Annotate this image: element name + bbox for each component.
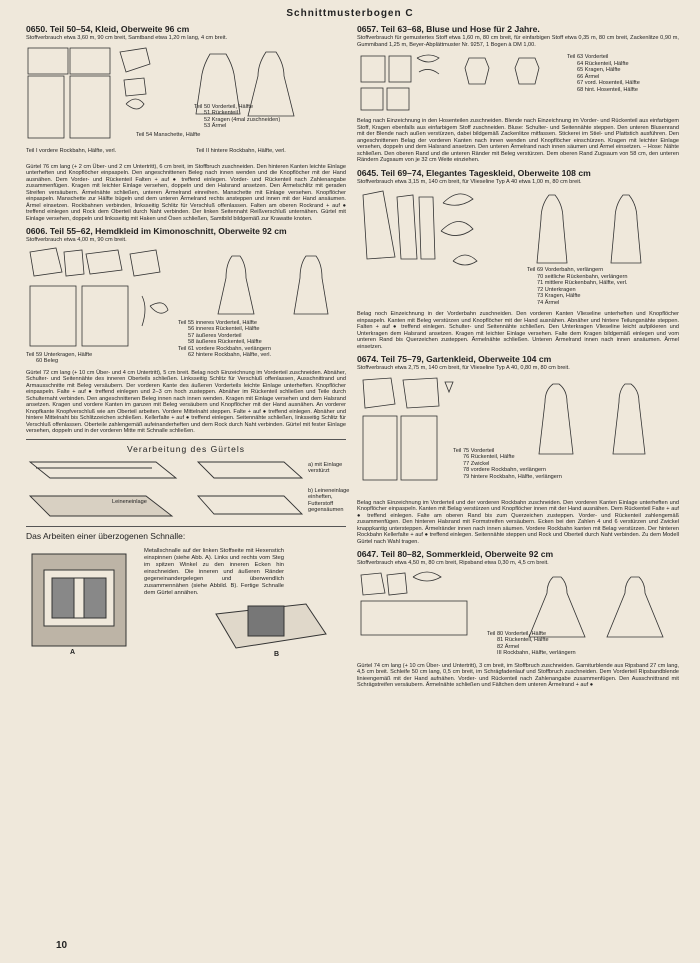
- legend-item: 56 inneres Rückenteil, Hälfte: [188, 326, 260, 333]
- belt-label-b-text: b) Leineneinlage einheften, Futterstoff gegensäumen: [308, 487, 350, 514]
- schnalle-text: Metallschnalle auf der linken Stoffseite mit Hexenstich einspinnen (siehe Abb. A). Links und rechts vom Steg im spitzen Winkel zu den inneren Ecken hin einschneiden. Die inneren und äußeren Ränder gegeneinandergelegen und überwendlich zusammennähen (siehe Abbild. B). Fertige Schnalle dem Gürtel annähen.: [144, 547, 284, 596]
- body-0674: Belag nach Einzeichnung im Vorderteil und der vorderen Rockbahn zuschneiden. Den vorderen Kanten Einlage unterheften und Knopflöcher einpaspeln. Kanten mit Belag verstürzen und Knopflöcher innen mit der Hand ausnähen. Dem Rückenteil Falte + auf ● treffend einlegen. Falte am oberen Rand bis zum Querzeichen zusteppen. Vorder- und Rückenteil zahlengemäß zusammenfügen. Den hinteren Halsrand mit Formstreifen versäubern. Ecken bei den Zahlen 4 und 6 verstürzen und Zwickel knappkantig untersteppen. Ärmelränder innen nach innen säumen. Vordere Rockbahn kanten mit Belag verstürzen. Der hinteren Rockbahn Kellerfalte + auf ● treffend einlegen. Seitennähte steppen und Rock und Oberteil durch Naht verbinden. Zu dem Modell Gürtel nach Wahl tragen.: [357, 499, 679, 545]
- section-0606: [26, 226, 346, 435]
- left-column: [26, 22, 350, 672]
- section-schnalle: [26, 531, 346, 668]
- title-0650: 0650. Teil 50–54, Kleid, Oberweite 96 cm: [26, 24, 190, 34]
- legend-0645: [527, 267, 628, 307]
- divider: [26, 439, 346, 440]
- legend-item: III Rockbahn, Hälfte, verlängern: [497, 650, 576, 657]
- legend-0650: [194, 104, 280, 130]
- belt-label-a-text: a) mit Einlage verstürzt: [308, 461, 343, 475]
- legend-item: 72 Unterkragen: [537, 286, 576, 293]
- legend-item: 51 Rückenteil: [204, 110, 238, 117]
- material-0657: Stoffverbrauch für gemustertes Stoff etwa 1,60 m, 80 cm breit, für einfarbigen Stoff etwa 0,35 m, 80 cm breit, Zackenlitze 0,90 m, Gummiband 1,25 m, Beyer-Abplättmuster Nr. 9257, 1 Bogen à DM 1,00.: [357, 35, 679, 48]
- right-column: [357, 22, 679, 693]
- label-b: B: [274, 650, 280, 658]
- pattern-diagram-0645: [357, 187, 679, 309]
- section-0647: [357, 549, 679, 689]
- figure-schnalle: [26, 544, 346, 668]
- figure-0645: [357, 187, 679, 309]
- legend-item: Teil 59 Unterkragen, Hälfte: [26, 351, 93, 358]
- pattern-diagram-0650: [26, 44, 346, 162]
- legend-0647: [487, 631, 576, 657]
- legend-item: 52 Kragen (4mal zuschneiden): [204, 116, 281, 123]
- body-0645: Belag noch Einzeichnung in der Vorderbahn zuschneiden. Den vorderen Kanten Vlieseline unterheften und Knopflöcher einpaspeln. Kanten mit Beleg verstürzen und Knopflöcher mit der Hand ausnähen. Abnäher und hintere Teilungsnähte steppen. Falten + auf ● treffend einlegen. Schulter- und Seitennähte schließen. Den Unterkragen Vlieseline leicht aufpikieren und Unterkragen dem Halsrand ansetzen. Kragen mit leichter Einlage versehen. Falte dem Kragen bildgemäß einlegen und vom unteren Rand bis Querzeichen zusteppen. Ärmelnähte schließen. Unteren Ärmelrand innen nach innen ansäumen. Ärmel einsetzen.: [357, 311, 679, 350]
- page-number: 10: [56, 940, 68, 951]
- legend-item: Teil 69 Vorderbahn, verlängern: [527, 267, 604, 273]
- belt-label-b: [308, 488, 358, 514]
- legend-item: 58 äußeres Rückenteil, Hälfte: [188, 339, 262, 346]
- legend-0657: [567, 54, 640, 94]
- belt-diagram: [26, 456, 346, 522]
- material-0645: Stoffverbrauch etwa 3,15 m, 140 cm breit, für Vlieseline Typ A 40 etwa 1,00 m, 80 cm breit.: [357, 178, 582, 185]
- legend-item: 67 vord. Hosenteil, Hälfte: [577, 80, 640, 87]
- legend-item: 62 hintere Rockbahn, Hälfte, verl.: [188, 352, 272, 359]
- legend-item: 60 Beleg: [36, 358, 59, 365]
- legend-item: Teil 50 Vorderteil, Hälfte: [194, 103, 254, 110]
- section-0657: [357, 24, 679, 164]
- legend-item: Teil 55 inneres Vorderteil, Hälfte: [178, 319, 257, 326]
- legend-item: Teil 61 vordere Rockbahn, verlängern: [178, 345, 271, 352]
- title-0657: 0657. Teil 63–68, Bluse und Hose für 2 Jahre.: [357, 24, 540, 34]
- figure-0650: [26, 44, 346, 162]
- legend2-0606: [26, 352, 92, 365]
- legend-item: 79 hintere Rockbahn, Hälfte, verlängern: [463, 473, 562, 480]
- body-0650: Gürtel 76 cm lang (+ 2 cm Über- und 2 cm Untertritt), 6 cm breit, im Stoffbruch zuschneiden. Den hinteren Kanten leichte Einlage unterheften und Knopflöcher einpaspeln. Den angeschnittenen Beleg nach innen wenden und die Knopflöcher mit der Hand ausnähen. Dem Vorder- und Rückenteil Falten + auf ● treffend einlegen. Vorder- und Rückenteil nach Zahlenangabe zusammenfügen. Kragen mit leichter Einlage versehen, doppeln und den Halsrand ansetzen. Den Ärmelschlitz mit geraden Streifen versäubern. Ärmelnähte schließen, unteren Ärmelrand einreihen. Manschette mit Einlage versehen. Knopflöcher einpaspeln. Manschette zur Hälfte bügeln und dem unteren Ärmelrand rechts ansteppen und innen mit der Hand ansäumen. Ärmel einsetzen. Rockbahnen verbinden, linksseitig Schlitz für Verschluß offenlassen. Falten am oberen Rockrand + auf ● treffend einlegen und Rock dem Oberteil durch Naht verbinden. Der linken Seitennaht Reißverschluß unternähen. Gürtel mit Einlage versehen, doppeln und linksseitig mit Haken und Ösen schließen, Samtbild bildgemäß zur Krawatte knoten.: [26, 163, 346, 222]
- section-guertel: [26, 443, 350, 522]
- legend-item: 78 vordere Rockbahn, verlängern: [463, 467, 547, 474]
- legend-item: 68 hint. Hosenteil, Hälfte: [577, 86, 638, 93]
- legend3-0650: Teil I vordere Rockbahn, Hälfte, verl.: [26, 147, 117, 154]
- legend-item: 74 Ärmel: [537, 299, 560, 306]
- title-0645: 0645. Teil 69–74, Elegantes Tageskleid, Oberweite 108 cm: [357, 167, 591, 178]
- title-0674: 0674. Teil 75–79, Gartenkleid, Oberweite 104 cm: [357, 354, 552, 364]
- legend-item: 65 Kragen, Hälfte: [577, 67, 621, 74]
- legend-item: 57 äußeres Vorderteil: [188, 332, 242, 339]
- legend4-0650: Teil II hintere Rockbahn, Hälfte, verl.: [196, 147, 286, 154]
- figure-0647: [357, 569, 679, 661]
- legend2-0650: Teil 54 Manschette, Hälfte: [136, 131, 201, 138]
- legend-item: 82 Ärmel: [497, 643, 520, 650]
- legend-item: 64 Rückenteil, Hälfte: [577, 60, 629, 67]
- insert-label: Leineneinlage: [112, 498, 147, 505]
- legend-item: Teil 63 Vorderteil: [567, 54, 609, 60]
- body-0657: Belag nach Einzeichnung in den Hosenteilen zuschneiden. Blende nach Einzeichnung im Vorder- und Rückenteil aus einfarbigem Stoff, Kragen ebenfalls aus einfarbigem Stoff zuschneiden. Bluse: Schulter- und Seitennähte steppen. Den unteren Blusenrand mit der Blende nach außen verstürzen, dabei bildgemäß Zackenlitze mitfassen. Stickerei im Stiel- und Plattstich ausführen. Den angeschnittenen Belag der vorderen Kanten nach innen wenden und Knopflöcher einschürzen. Kragen mit leichter Einlage versehen, doppeln und dem Halsrand ansetzen. Den unteren Ärmelrand nach innen säumen und Ärmel einsetzen. – Hose: Nähte schließen. Den oberen Rand und die unteren Ränder mit Beleg verstürzen. Dem oberen Rand Zugsaum von 58 cm, den unteren Rändern Zugsaum von je 32 cm Weite einziehen.: [357, 118, 679, 163]
- legend-item: 66 Ärmel: [577, 73, 600, 80]
- section-0674: [357, 354, 679, 545]
- section-0645: [357, 168, 679, 351]
- legend-item: Teil 75 Vorderteil: [453, 447, 495, 454]
- label-a: A: [70, 648, 76, 656]
- legend-item: 70 seitliche Rückenbahn, verlängern: [537, 273, 628, 280]
- title-0647: 0647. Teil 80–82, Sommerkleid, Oberweite 92 cm: [357, 549, 554, 559]
- figure-0606: [26, 246, 346, 368]
- title-0606: 0606. Teil 55–62, Hemdkleid im Kimonoschnitt, Oberweite 92 cm: [26, 226, 287, 236]
- material-0606: Stoffverbrauch etwa 4,00 m, 90 cm breit.: [26, 237, 127, 243]
- body-0606: Gürtel 72 cm lang (+ 10 cm Über- und 4 cm Untertritt), 5 cm breit. Belag noch Einzeichnung im Vorderteil zuschneiden. Abnäher, Schulter- und Seitennähte des inneren Oberteils schließen. Linksseitig Schlitz für Verschluß offenlassen, Ausschnittrand und Armausschnitte mit Beleg versäubern. Der vorderen Kante des äußeren Vorderteils leichte Einlage unterheften. Knopflöcher einpaspeln. Falte + auf ● treffend einlegen und 2–3 cm hoch zusteppen. Abnäher im Rückenteil schließen und Teile durch Schulternaht verbinden. Den angeschnittenen Beleg innen nach innen wenden. Kragen mit Einlage versehen und dem Halsrand ansetzen. Kragen und vordere Kanten im ganzen mit Beleg versäubern und Knopflöcher mit der Hand ausnähen. An vorderer Knopfkante Knopfverschluß wie am Oberteil arbeiten. Vordere Mittelnaht steppen. Falte + auf ● treffend einlegen. Abnäher und hintere Mittelnaht bis Schlitzzeichen schließen. Kellerfalte + auf ● treffend einlegen. Seitennähte schließen, linksseitig Schlitz für Verschluß offenlassen. Oberteile zahlengemäß aufeinanderheften und dem Rock durch Naht verbinden. Gürtel mit fester Einlage versehen, doppeln und in der vorderen Mitte mit Schnalle schließen.: [26, 369, 346, 434]
- guertel-heading: Verarbeitung des Gürtels: [126, 443, 246, 454]
- legend-item: 77 Zwickel: [463, 460, 490, 467]
- material-0674: Stoffverbrauch etwa 2,75 m, 140 cm breit, für Vlieseline Typ A 40, 0,80 m, 80 cm breit.: [357, 365, 570, 371]
- material-0647: Stoffverbrauch etwa 4,50 m, 80 cm breit, Ripsband etwa 0,30 m, 4,5 cm breit.: [357, 560, 549, 566]
- legend-0606: [178, 320, 271, 360]
- legend-item: 81 Rückenteil, Hälfte: [497, 637, 549, 644]
- divider: [26, 526, 346, 527]
- figure-0674: [357, 374, 679, 498]
- section-0650: [26, 24, 346, 222]
- belt-label-a: [308, 462, 358, 475]
- legend-item: 71 mittlere Rückenbahn, Hälfte, verl.: [537, 280, 628, 287]
- legend-item: 73 Kragen, Hälfte: [537, 293, 581, 300]
- legend-item: Teil 80 Vorderteil, Hälfte: [487, 630, 547, 637]
- schnalle-heading: Das Arbeiten einer überzogenen Schnalle:: [26, 530, 186, 541]
- legend-item: 53 Ärmel: [204, 123, 227, 130]
- legend-item: 76 Rückenteil, Hälfte: [463, 454, 515, 461]
- material-0650: Stoffverbrauch etwa 3,60 m, 90 cm breit, Samtband etwa 1,20 m lang, 4 cm breit.: [26, 35, 228, 41]
- figure-guertel: [26, 456, 350, 522]
- body-0647: Gürtel 74 cm lang (+ 10 cm Über- und Untertritt), 3 cm breit, im Stoffbruch zuschneiden. Garniturblende aus Ripsband 27 cm lang, 4,5 cm breit. Schleife 50 cm lang, 0,5 cm breit, im Schrägfadenlauf und Stoffbruch zuschneiden. Dem Vorderteil Ripsbandblende linieengemäß mit der Hand aufnähen. Vorder- und Rückenteil nach Zahlenangabe zusammenfügen. Den Ausschnittrand mit Schrägstreifen versäubern. Ärmelnähte schließen und Fältchen dem unteren Ärmelrand + auf ●: [357, 662, 679, 688]
- figure-0657: [357, 50, 679, 116]
- legend-0674: [453, 448, 562, 481]
- page-header: Schnittmusterbogen C: [286, 8, 414, 19]
